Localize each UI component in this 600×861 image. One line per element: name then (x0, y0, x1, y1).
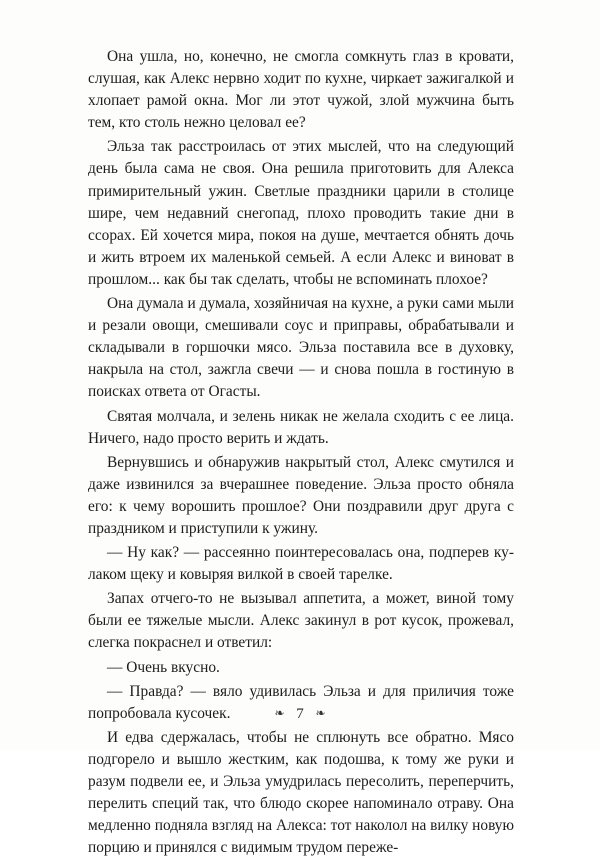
paragraph-5: Вернувшись и обнаружив накрытый стол, Алекс смутился и даже извинился за вчерашнее поведение. Эльза просто обняла его: к чему ворошить прошлое? Они поздравили друг друга с праздником и приступили к ужину. (88, 453, 514, 537)
body-text (88, 46, 514, 861)
paragraph-9: — Правда? — вяло удивилась Эльза и для приличия тоже попробовала кусочек. (88, 682, 514, 722)
page-number: 7 (296, 706, 304, 722)
paragraph-4: Святая молчала, и зелень никак не желала сходить с ее лица. Ничего, надо просто верить и ждать. (88, 407, 514, 447)
paragraph-10: И едва сдержалась, чтобы не сплюнуть все обратно. Мясо подгорело и вышло жестким, как подошва, к тому же руки и разум подвели ее, и Эльза умудрилась пересолить, переперчить, перелить специй так, что блюдо скорее напоминало отраву. Она медленно подняла взгляд на Алекса: тот наколол на вилку новую порцию и принялся с видимым трудом переже- (88, 728, 514, 857)
right-ornament-icon: ❧ (315, 706, 326, 720)
paragraph-1: Она ушла, но, конечно, не смогла сомкнуть глаз в кровати, слушая, как Алекс нервно ходит по кухне, чиркает зажигалкой и хлопает рамой окна. Мог ли этот чужой, злой мужчина быть тем, кто столь нежно целовал ее? (88, 48, 514, 132)
paragraph-7: Запах отчего-то не вызывал аппетита, а может, виной тому были ее тяжелые мысли. Алекс закинул в рот кусок, прожевал, слегка покраснел и ответил: (88, 590, 514, 652)
paragraph-2: Эльза так расстроилась от этих мыслей, что на следующий день была сама не своя. Она решила приготовить для Алекса примирительный ужин. Светлые праздники царили в столице шире, чем недавний снегопад, плохо проводить такие дни в ссорах. Ей хочется мира, покоя на душе, мечтается обнять дочь и жить втроем их маленькой семьей. А если Алекс и виноват в прошлом... как бы так сделать, чтобы не вспоминать плохое? (88, 138, 514, 288)
paragraph-3: Она думала и думала, хозяйничая на кухне, а руки сами мыли и резали овощи, смешивали соус и приправы, обрабатывали и складывали в горшочки мясо. Эльза поставила все в духовку, накрыла на стол, зажгла свечи — и снова пошла в гостиную в поисках ответа от Огасты. (88, 295, 514, 401)
paragraph-8: — Очень вкусно. (107, 658, 220, 676)
paragraph-6: — Ну как? — рассеянно поинтересовалась она, подперев кулаком щеку и ковыряя вилкой в своей тарелке. (88, 544, 514, 584)
left-ornament-icon: ❧ (274, 706, 285, 720)
page-footer (0, 703, 600, 724)
